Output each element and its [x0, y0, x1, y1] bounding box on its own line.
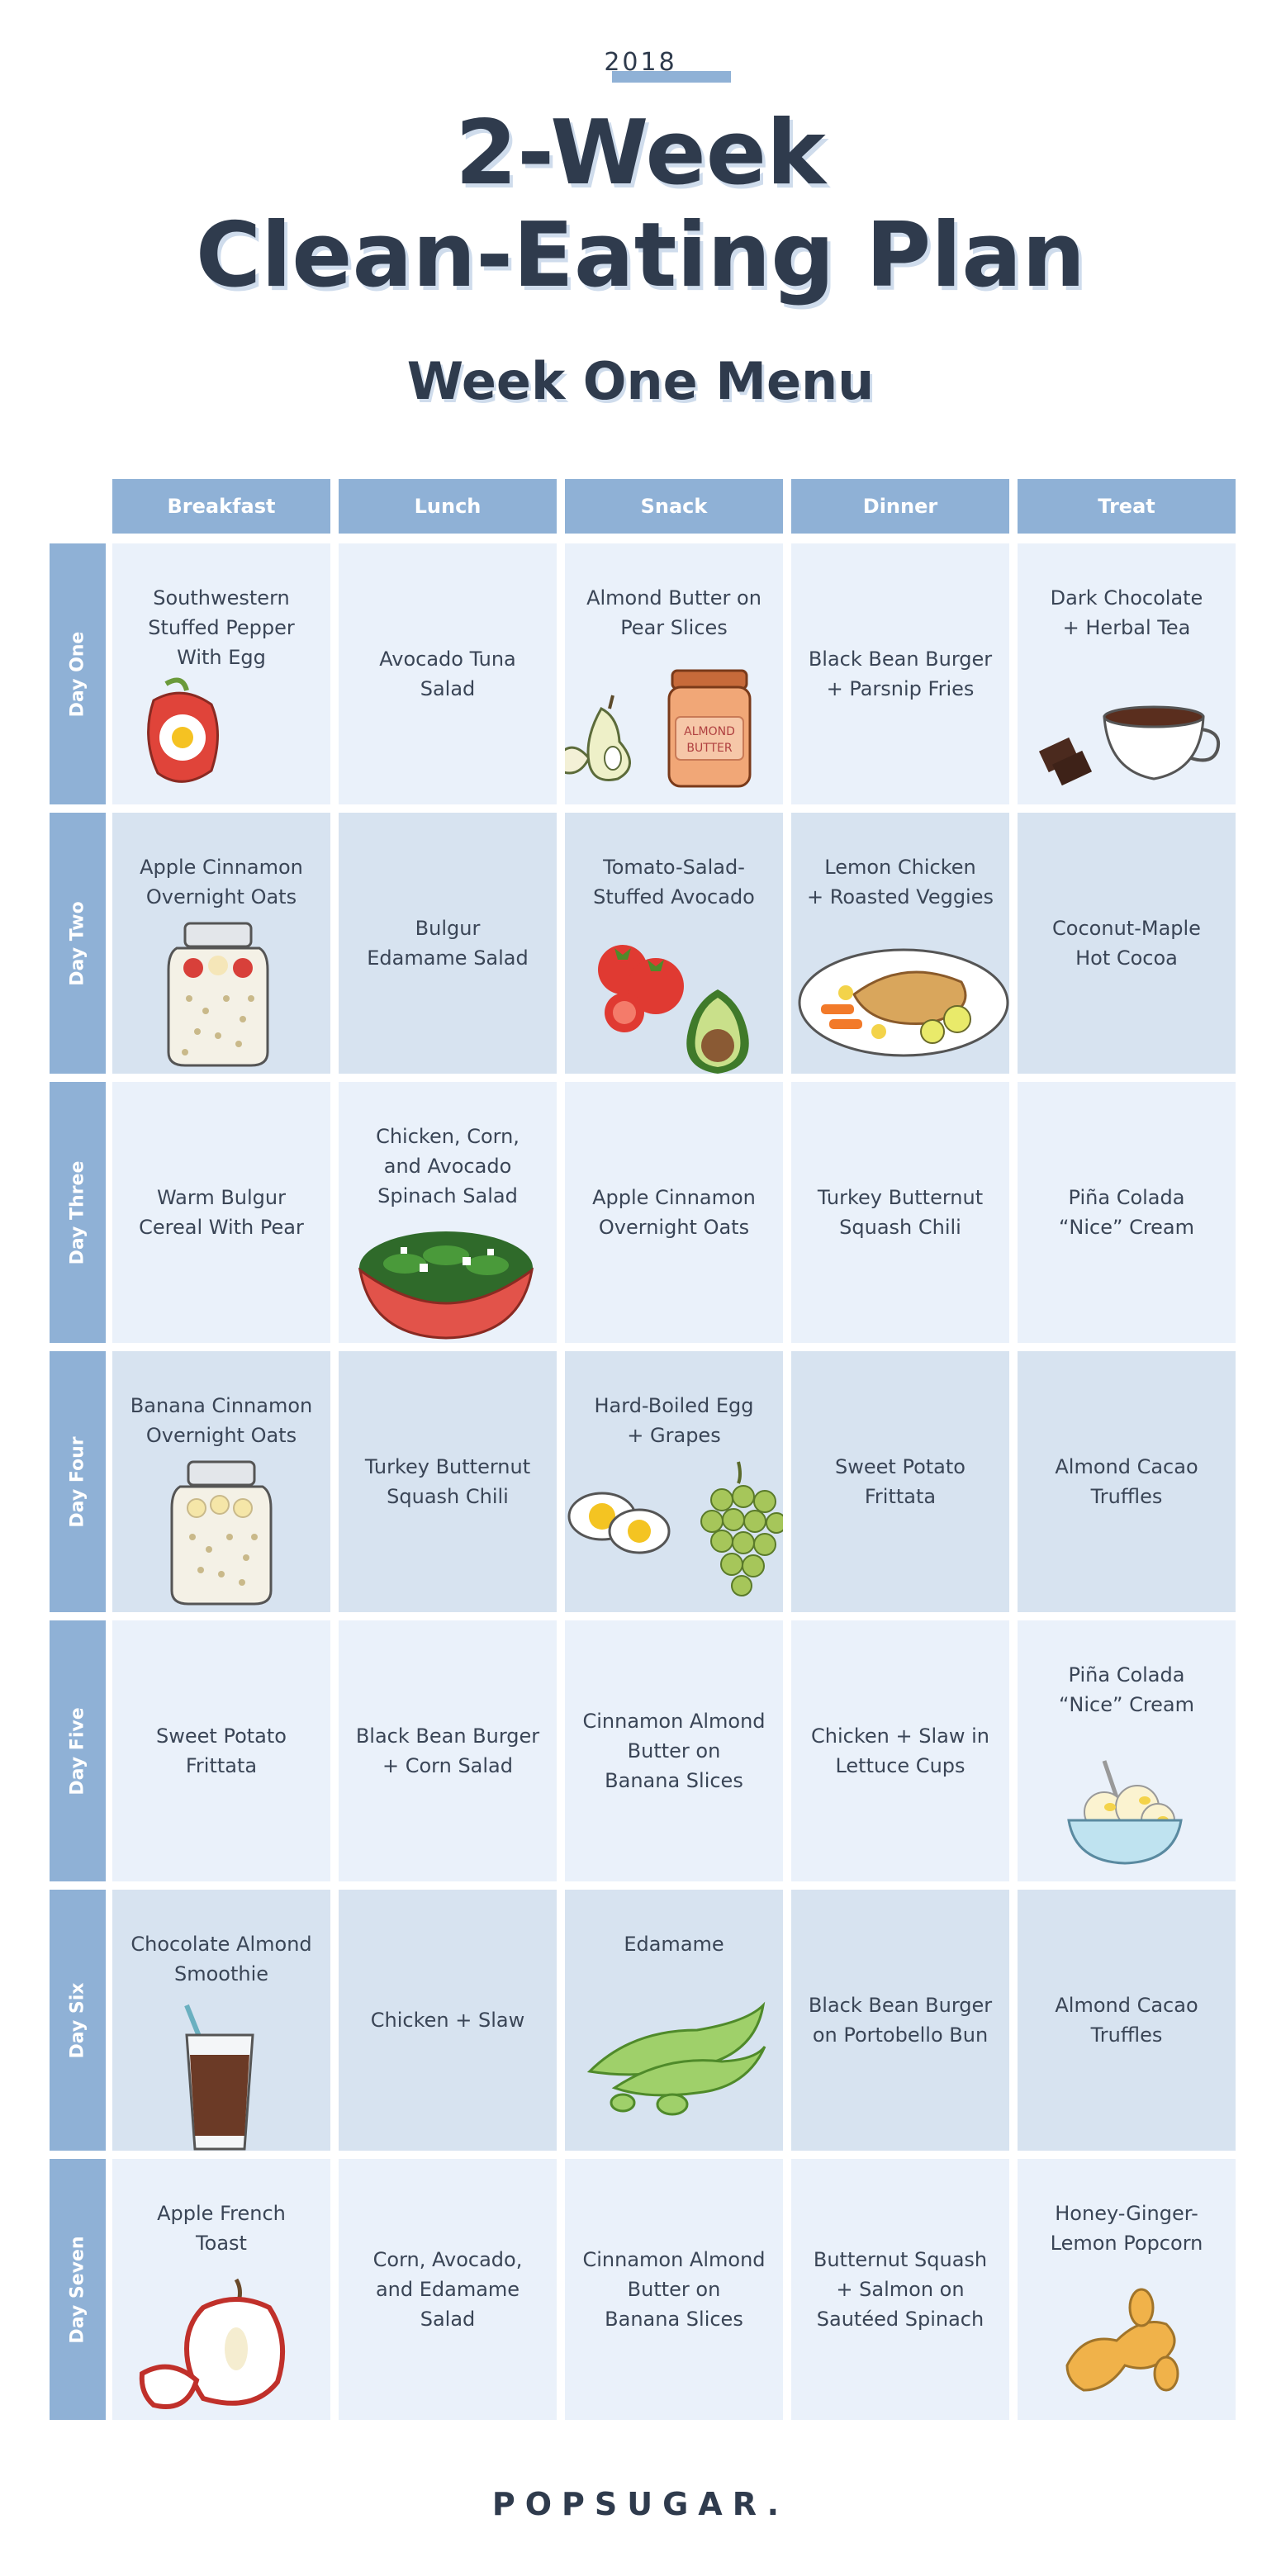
- meal-cell: [1018, 1082, 1236, 1343]
- column-header-snack: Snack: [565, 479, 783, 534]
- column-header-lunch: Lunch: [339, 479, 557, 534]
- meal-name: Hard-Boiled Egg + Grapes: [594, 1394, 754, 1447]
- meal-name: Turkey Butternut Squash Chili: [817, 1186, 984, 1239]
- row-header-label: Day One: [67, 631, 88, 717]
- meal-name: Apple French Toast: [157, 2202, 286, 2255]
- meal-name: Apple Cinnamon Overnight Oats: [592, 1186, 756, 1239]
- week-title: Week One Menu: [406, 351, 875, 411]
- meal-cell: [339, 1351, 557, 1612]
- meal-name: Dark Chocolate + Herbal Tea: [1050, 586, 1203, 639]
- meal-cell: [1018, 1890, 1236, 2151]
- meal-cell: [791, 1620, 1009, 1881]
- svg-text:ALMOND: ALMOND: [684, 725, 735, 738]
- meal-name: Coconut-Maple Hot Cocoa: [1052, 917, 1201, 970]
- meal-cell: [112, 1351, 330, 1612]
- meal-name: Black Bean Burger + Parsnip Fries: [808, 648, 993, 700]
- meal-cell: [565, 543, 783, 804]
- meal-name: Lemon Chicken + Roasted Veggies: [807, 856, 994, 908]
- year-block: [0, 48, 1281, 77]
- egg-icon: [565, 1483, 672, 1558]
- meal-cell: [339, 813, 557, 1074]
- row-header-day-7: [50, 2159, 106, 2420]
- row-header-label: Day Four: [67, 1435, 88, 1528]
- grapes-icon: [689, 1459, 783, 1599]
- row-header-label: Day Six: [67, 1981, 88, 2059]
- row-header-day-5: [50, 1620, 106, 1881]
- meal-cell: [112, 1890, 330, 2151]
- meal-cell: [791, 2159, 1009, 2420]
- row-header-day-3: [50, 1082, 106, 1343]
- meal-cell: [339, 1082, 557, 1343]
- column-header-breakfast: Breakfast: [112, 479, 330, 534]
- column-header-treat: Treat: [1018, 479, 1236, 534]
- meal-cell: [339, 2159, 557, 2420]
- row-header-day-6: [50, 1890, 106, 2151]
- meal-cell: [339, 1620, 557, 1881]
- row-header-label: Day Seven: [67, 2235, 88, 2344]
- meal-cell: [339, 1890, 557, 2151]
- meal-name: Turkey Butternut Squash Chili: [364, 1455, 531, 1508]
- meal-name: Piña Colada “Nice” Cream: [1058, 1663, 1195, 1716]
- meal-cell: [339, 543, 557, 804]
- meal-cell: [791, 1890, 1009, 2151]
- meal-cell: [565, 1082, 783, 1343]
- meal-name: Tomato-Salad- Stuffed Avocado: [593, 856, 755, 908]
- meal-name: Warm Bulgur Cereal With Pear: [139, 1186, 304, 1239]
- meal-name: Black Bean Burger on Portobello Bun: [808, 1994, 993, 2047]
- meal-name: Almond Cacao Truffles: [1055, 1994, 1198, 2047]
- meal-cell: [112, 2159, 330, 2420]
- chicken-plate-icon: [796, 937, 1009, 1060]
- column-header-dinner: Dinner: [791, 479, 1009, 534]
- nice-cream-bowl-icon: [1059, 1753, 1191, 1868]
- meal-cell: [565, 1890, 783, 2151]
- meal-name: Chocolate Almond Smoothie: [130, 1933, 312, 1985]
- meal-name: Apple Cinnamon Overnight Oats: [140, 856, 303, 908]
- apple-icon: [137, 2275, 302, 2415]
- meal-name: Almond Cacao Truffles: [1055, 1455, 1198, 1508]
- meal-name: Cinnamon Almond Butter on Banana Slices: [582, 1710, 766, 1792]
- meal-cell: [1018, 1620, 1236, 1881]
- brand-logo: POPSUGAR.: [491, 2486, 790, 2522]
- meal-name: Butternut Squash + Salmon on Sautéed Spinach: [813, 2248, 988, 2331]
- svg-text:BUTTER: BUTTER: [686, 742, 733, 755]
- meal-cell: [1018, 1351, 1236, 1612]
- row-header-day-2: [50, 813, 106, 1074]
- meal-cell: [791, 1351, 1009, 1612]
- meal-name: Honey-Ginger- Lemon Popcorn: [1050, 2202, 1203, 2255]
- meal-name: Corn, Avocado, and Edamame Salad: [372, 2248, 523, 2331]
- edamame-icon: [581, 1997, 771, 2121]
- year-label: 2018: [604, 48, 677, 77]
- almond-butter-jar-icon: [664, 667, 755, 791]
- row-header-day-4: [50, 1351, 106, 1612]
- row-header-day-1: [50, 543, 106, 804]
- row-header-label: Day Two: [67, 900, 88, 986]
- meal-cell: [565, 813, 783, 1074]
- meal-name: Almond Butter on Pear Slices: [586, 586, 761, 639]
- meal-cell: [791, 813, 1009, 1074]
- meal-cell: [1018, 2159, 1236, 2420]
- avocado-icon: [672, 986, 763, 1074]
- meal-name: Chicken + Slaw in Lettuce Cups: [811, 1724, 989, 1777]
- tea-chocolate-icon: [1026, 692, 1224, 791]
- meal-name: Bulgur Edamame Salad: [367, 917, 529, 970]
- banana-oats-jar-icon: [164, 1459, 279, 1607]
- meal-name: Edamame: [624, 1933, 724, 1956]
- meal-cell: [791, 543, 1009, 804]
- title-line-1: 2-Week: [455, 102, 826, 205]
- meal-name: Chicken, Corn, and Avocado Spinach Salad: [376, 1125, 520, 1207]
- meal-cell: [565, 1620, 783, 1881]
- salad-bowl-icon: [355, 1222, 537, 1342]
- meal-name: Southwestern Stuffed Pepper With Egg: [148, 586, 295, 669]
- title-line-2: Clean-Eating Plan: [195, 204, 1086, 307]
- pear-icon: [565, 692, 643, 783]
- meal-name: Banana Cinnamon Overnight Oats: [130, 1394, 313, 1447]
- meal-cell: [112, 813, 330, 1074]
- row-header-label: Day Five: [67, 1706, 88, 1796]
- meal-name: Sweet Potato Frittata: [156, 1724, 287, 1777]
- meal-cell: [112, 1620, 330, 1881]
- pepper-egg-icon: [137, 676, 228, 791]
- meal-cell: [1018, 813, 1236, 1074]
- smoothie-icon: [170, 1997, 269, 2151]
- oats-jar-icon: [160, 920, 276, 1069]
- meal-name: Avocado Tuna Salad: [379, 648, 516, 700]
- meal-cell: [112, 1082, 330, 1343]
- meal-cell: [565, 1351, 783, 1612]
- meal-cell: [1018, 543, 1236, 804]
- meal-name: Sweet Potato Frittata: [835, 1455, 965, 1508]
- row-header-label: Day Three: [67, 1160, 88, 1264]
- meal-name: Piña Colada “Nice” Cream: [1058, 1186, 1195, 1239]
- meal-cell: [112, 543, 330, 804]
- meal-cell: [565, 2159, 783, 2420]
- meal-name: Chicken + Slaw: [370, 2009, 525, 2032]
- meal-name: Black Bean Burger + Corn Salad: [355, 1724, 540, 1777]
- ginger-icon: [1051, 2283, 1191, 2398]
- meal-name: Cinnamon Almond Butter on Banana Slices: [582, 2248, 766, 2331]
- meal-cell: [791, 1082, 1009, 1343]
